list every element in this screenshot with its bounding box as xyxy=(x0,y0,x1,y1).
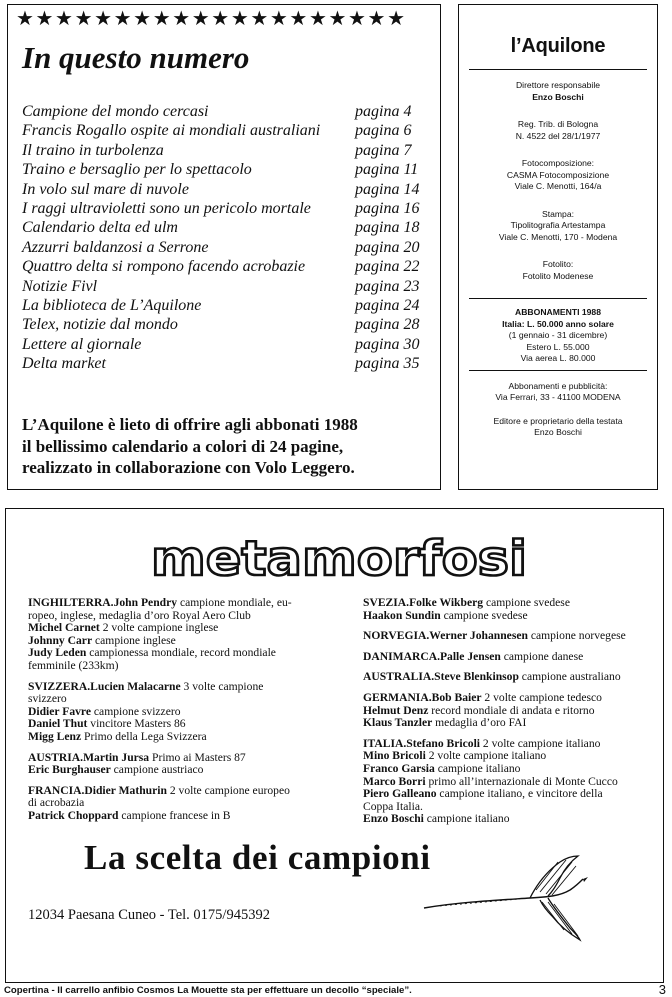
contents-item-page: pagina 16 xyxy=(355,199,420,217)
contents-item xyxy=(22,355,427,374)
champion-title: campione svizzero xyxy=(91,704,181,718)
contents-item-title: Azzurri baldanzosi a Serrone xyxy=(22,238,209,256)
contents-item-page: pagina 20 xyxy=(355,238,420,256)
bird-drawing xyxy=(420,852,590,942)
advertising-address: Via Ferrari, 33 - 41100 MODENA xyxy=(495,392,621,402)
champions-column-right xyxy=(363,597,663,834)
page-number: 3 xyxy=(658,982,666,997)
champion-name: GERMANIA.Bob Baier xyxy=(363,690,482,704)
champion-title: vincitore Masters 86 xyxy=(87,717,186,731)
cover-caption: Copertina - Il carrello anfibio Cosmos La Mouette sta per effettuare un decollo “speciale”. xyxy=(4,985,412,996)
champion-title: primo all’internazionale di Monte Cucco xyxy=(425,774,618,788)
champion-name: Haakon Sundin xyxy=(363,608,441,622)
printer-label: Stampa: xyxy=(541,208,574,219)
advert-slogan: La scelta dei campioni xyxy=(84,838,431,877)
champion-line xyxy=(363,671,663,684)
champion-name: Daniel Thut xyxy=(28,717,88,731)
champion-title: record mondiale di andata e ritorno xyxy=(428,703,595,717)
country-group xyxy=(28,785,353,823)
contents-item xyxy=(22,161,427,180)
printer-name: Tipolitografia Artestampa xyxy=(510,220,606,230)
champion-name: Franco Garsia xyxy=(363,761,435,775)
champion-name: DANIMARCA.Palle Jensen xyxy=(363,649,501,663)
country-group xyxy=(363,651,663,664)
champion-title: 2 volte campione italiano xyxy=(480,736,601,750)
champion-name: SVIZZERA.Lucien Malacarne xyxy=(28,679,181,693)
champion-name: Johnny Carr xyxy=(28,633,93,647)
contents-item-page: pagina 30 xyxy=(355,335,420,353)
champion-title: Primo ai Masters 87 xyxy=(149,750,246,764)
champion-name: Piero Galleano xyxy=(363,787,437,801)
champion-title: ropeo, inglese, medaglia d’oro Royal Aero Club xyxy=(28,608,251,622)
contents-item-page: pagina 24 xyxy=(355,296,420,314)
contents-item xyxy=(22,258,427,277)
subscriptions-box xyxy=(469,298,647,371)
contents-item xyxy=(22,219,427,238)
champion-title: Primo della Lega Svizzera xyxy=(81,729,207,743)
promo-line: L’Aquilone è lieto di offrire agli abbonati 1988 xyxy=(22,415,358,434)
champion-name: Patrick Choppard xyxy=(28,808,119,822)
champion-title: campione norvegese xyxy=(527,629,626,643)
champion-title: campione austriaco xyxy=(110,763,204,777)
printer-address: Viale C. Menotti, 170 - Modena xyxy=(498,231,618,242)
contents-item-title: In volo sul mare di nuvole xyxy=(22,180,189,198)
typesetting-address: Viale C. Menotti, 164/a xyxy=(514,181,602,191)
contents-title: In questo numero xyxy=(22,40,250,75)
owner-label: Editore e proprietario della testata xyxy=(493,415,623,426)
contents-item-page: pagina 18 xyxy=(355,219,420,237)
contents-item xyxy=(22,181,427,200)
champion-title: campione inglese xyxy=(92,633,176,647)
champion-title: 2 volte campione europeo xyxy=(166,783,290,797)
promo-line: il bellissimo calendario a colori di 24 pagine, xyxy=(22,436,344,456)
champion-title: campione francese in B xyxy=(118,808,231,822)
champion-name: ITALIA.Stefano Bricoli xyxy=(363,736,481,750)
champion-name: Enzo Boschi xyxy=(363,812,424,826)
contents-item xyxy=(22,316,427,335)
champion-name: Didier Favre xyxy=(28,704,92,718)
contents-item-title: Traino e bersaglio per lo spettacolo xyxy=(22,161,252,179)
champion-line xyxy=(363,630,663,643)
champion-title: campione italiano xyxy=(434,761,521,775)
champion-title: campione svedese xyxy=(483,596,570,609)
subscription-period: (1 gennaio - 31 dicembre) xyxy=(508,330,608,340)
star-border: ★★★★★★★★★★★★★★★★★★★★ xyxy=(16,7,407,29)
price-airmail: Via aerea L. 80.000 xyxy=(520,353,596,363)
contents-item-title: I raggi ultravioletti sono un pericolo mortale xyxy=(22,199,311,217)
champion-title: svizzero xyxy=(28,692,67,706)
country-group xyxy=(363,597,663,622)
contents-item xyxy=(22,278,427,297)
champion-line xyxy=(28,681,353,694)
contents-item-title: La biblioteca de L’Aquilone xyxy=(22,296,202,314)
champion-title: 2 volte campione inglese xyxy=(99,621,219,635)
photolitho-name: Fotolito Modenese xyxy=(522,270,594,281)
champion-title: campione italiano xyxy=(423,812,510,826)
contents-item-page: pagina 22 xyxy=(355,258,420,276)
contents-item xyxy=(22,142,427,161)
champion-title: 3 volte campione xyxy=(180,679,264,693)
champion-title: campionessa mondiale, record mondiale xyxy=(86,646,276,660)
country-group xyxy=(363,738,663,826)
champion-name: Helmut Denz xyxy=(363,703,429,717)
contents-item-title: Calendario delta ed ulm xyxy=(22,219,178,237)
champion-line xyxy=(28,731,353,744)
director-label: Direttore responsabile xyxy=(515,80,601,90)
champion-line xyxy=(28,764,353,777)
contents-item xyxy=(22,297,427,316)
champion-name: Migg Lenz xyxy=(28,729,82,743)
champion-line xyxy=(363,813,663,826)
champion-line xyxy=(28,810,353,823)
champion-title: campione svedese xyxy=(440,608,528,622)
champion-title: campione mondiale, eu- xyxy=(177,596,292,609)
champion-name: SVEZIA.Folke Wikberg xyxy=(363,596,484,609)
country-group xyxy=(363,671,663,684)
owner-name: Enzo Boschi xyxy=(534,427,582,437)
country-group xyxy=(28,752,353,777)
metamorfosi-logo xyxy=(147,531,531,589)
contents-item-page: pagina 23 xyxy=(355,277,420,295)
promo-line: realizzato in collaborazione con Volo Leggero. xyxy=(22,458,355,477)
champion-name: AUSTRALIA.Steve Blenkinsop xyxy=(363,670,519,684)
champion-name: AUSTRIA.Martin Jursa xyxy=(28,750,150,764)
contents-item-page: pagina 7 xyxy=(355,141,412,159)
country-group xyxy=(28,681,353,744)
contents-item-title: Delta market xyxy=(22,355,106,373)
contents-item xyxy=(22,103,427,122)
contents-item-title: Telex, notizie dal mondo xyxy=(22,316,178,334)
champion-name: Mino Bricoli xyxy=(363,749,426,763)
contents-item-title: Il traino in turbolenza xyxy=(22,141,164,159)
champion-name: NORVEGIA.Werner Johannesen xyxy=(363,629,528,643)
advertising-label: Abbonamenti e pubblicità: xyxy=(508,380,608,391)
champion-title: 2 volte campione tedesco xyxy=(481,690,602,704)
photolitho-label: Fotolito: xyxy=(542,259,574,269)
champion-name: Klaus Tanzler xyxy=(363,716,433,730)
magazine-logo: l’Aquilone xyxy=(510,35,606,57)
director-name: Enzo Boschi xyxy=(532,91,584,102)
champion-name: Judy Leden xyxy=(28,646,87,660)
calendar-promo xyxy=(22,414,432,479)
contents-item xyxy=(22,239,427,258)
contents-item-title: Notizie Fivl xyxy=(22,277,98,295)
registration-court: Reg. Trib. di Bologna xyxy=(517,119,599,129)
champion-name: INGHILTERRA.John Pendry xyxy=(28,596,178,609)
contents-item-page: pagina 4 xyxy=(355,103,412,120)
contents-item xyxy=(22,200,427,219)
champion-title: femminile (233km) xyxy=(28,658,119,672)
price-italy: Italia: L. 50.000 anno solare xyxy=(502,318,614,329)
contents-item-title: Campione del mondo cercasi xyxy=(22,103,209,120)
contents-item-page: pagina 6 xyxy=(355,122,412,140)
champion-title: campione danese xyxy=(500,649,584,663)
typesetting-name: CASMA Fotocomposizione xyxy=(506,169,610,180)
country-group xyxy=(363,692,663,730)
champion-name: FRANCIA.Didier Mathurin xyxy=(28,783,167,797)
champions-column-left xyxy=(28,597,353,831)
champion-title: medaglia d’oro FAI xyxy=(432,716,527,730)
champion-name: Eric Burghauser xyxy=(28,763,111,777)
contents-item xyxy=(22,336,427,355)
contents-item-page: pagina 11 xyxy=(355,161,419,179)
country-group xyxy=(363,630,663,643)
champion-title: 2 volte campione italiano xyxy=(425,749,547,763)
price-abroad: Estero L. 55.000 xyxy=(526,341,590,352)
divider xyxy=(469,69,647,70)
contents-item-title: Quattro delta si rompono facendo acrobazie xyxy=(22,258,306,276)
champion-line xyxy=(363,717,663,730)
champion-line xyxy=(28,660,353,673)
champion-line xyxy=(363,651,663,664)
advert-address: 12034 Paesana Cuneo - Tel. 0175/945392 xyxy=(28,907,270,923)
subscriptions-title: ABBONAMENTI 1988 xyxy=(515,307,601,317)
contents-list xyxy=(22,103,427,374)
champion-title: Coppa Italia. xyxy=(363,799,423,813)
contents-item-title: Lettere al giornale xyxy=(22,335,142,353)
contents-item-title: Francis Rogallo ospite ai mondiali australiani xyxy=(22,122,321,140)
masthead xyxy=(458,4,658,490)
champion-name: Marco Borri xyxy=(363,774,426,788)
champion-title: campione australiano xyxy=(518,670,621,684)
champion-title: di acrobazia xyxy=(28,796,85,810)
country-group xyxy=(28,597,353,673)
champion-line xyxy=(363,610,663,623)
champion-title: campione italiano, e vincitore della xyxy=(436,787,603,801)
contents-item xyxy=(22,122,427,141)
champion-name: Michel Carnet xyxy=(28,621,100,635)
registration-number: N. 4522 del 28/1/1977 xyxy=(515,130,601,141)
contents-item-page: pagina 14 xyxy=(355,180,420,198)
typesetting-label: Fotocomposizione: xyxy=(521,158,595,168)
brand-name: metamorfosi xyxy=(151,531,527,587)
contents-item-page: pagina 28 xyxy=(355,316,420,334)
contents-item-page: pagina 35 xyxy=(355,355,420,373)
